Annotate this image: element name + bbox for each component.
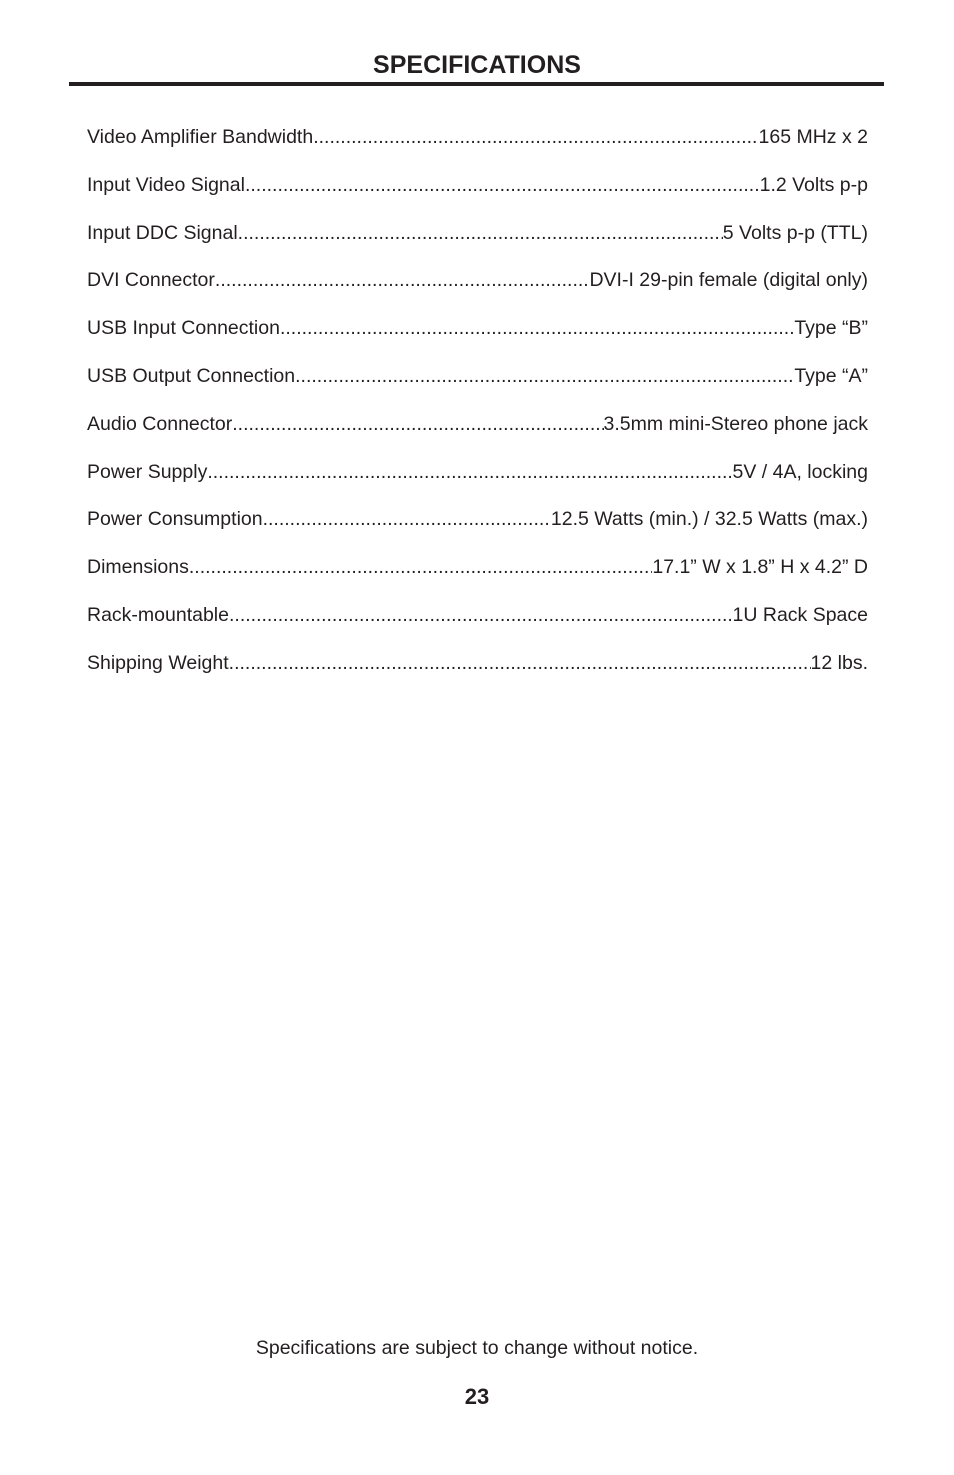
spec-row-shipping-weight <box>87 648 868 696</box>
spec-value: Type “B” <box>794 317 868 340</box>
spec-row-audio-connector <box>87 409 868 457</box>
page-number: 23 <box>464 1384 490 1409</box>
dot-leader <box>263 504 551 534</box>
spec-row-usb-input <box>87 313 868 361</box>
spec-list <box>87 122 868 696</box>
spec-label: Input DDC Signal <box>87 221 238 244</box>
spec-label: USB Output Connection <box>87 364 296 387</box>
spec-value: DVI-I 29-pin female (digital only) <box>589 269 868 292</box>
dot-leader <box>189 552 652 582</box>
spec-value: 5 Volts p-p (TTL) <box>722 221 868 244</box>
spec-label: Power Supply <box>87 460 208 483</box>
dot-leader <box>229 648 811 678</box>
dot-leader <box>295 361 794 391</box>
page-title: SPECIFICATIONS <box>373 51 581 79</box>
spec-label: USB Input Connection <box>87 317 280 340</box>
spec-value: 1U Rack Space <box>732 603 868 626</box>
dot-leader <box>207 457 732 487</box>
spec-value: 12.5 Watts (min.) / 32.5 Watts (max.) <box>550 508 868 531</box>
dot-leader <box>229 600 733 630</box>
spec-value: 165 MHz x 2 <box>758 126 868 148</box>
spec-row-video-bandwidth <box>87 122 868 170</box>
spec-label: Input Video Signal <box>87 173 245 196</box>
spec-label: DVI Connector <box>87 269 215 292</box>
specs-disclaimer: Specifications are subject to change without notice. <box>255 1337 699 1359</box>
title-divider <box>69 82 884 86</box>
spec-value: 1.2 Volts p-p <box>759 173 868 196</box>
dot-leader <box>313 122 758 152</box>
spec-label: Dimensions <box>87 556 189 579</box>
spec-row-input-ddc-signal <box>87 218 868 266</box>
spec-row-dvi-connector <box>87 265 868 313</box>
spec-row-power-supply <box>87 457 868 505</box>
spec-row-power-consumption <box>87 504 868 552</box>
dot-leader <box>232 409 603 439</box>
spec-value: 12 lbs. <box>810 651 868 674</box>
spec-label: Shipping Weight <box>87 651 229 674</box>
spec-value: 5V / 4A, locking <box>732 460 868 483</box>
spec-label: Power Consumption <box>87 508 263 531</box>
spec-row-usb-output <box>87 361 868 409</box>
dot-leader <box>280 313 794 343</box>
spec-row-dimensions <box>87 552 868 600</box>
spec-value: 17.1” W x 1.8” H x 4.2” D <box>652 556 868 579</box>
spec-row-rack-mountable <box>87 600 868 648</box>
dot-leader <box>238 218 723 248</box>
spec-value: 3.5mm mini-Stereo phone jack <box>603 412 868 435</box>
spec-value: Type “A” <box>794 364 868 387</box>
spec-row-input-video-signal <box>87 170 868 218</box>
dot-leader <box>215 265 590 295</box>
spec-label: Rack-mountable <box>87 603 229 626</box>
dot-leader <box>245 170 760 200</box>
spec-label: Audio Connector <box>87 412 233 435</box>
spec-label: Video Amplifier Bandwidth <box>87 126 314 148</box>
